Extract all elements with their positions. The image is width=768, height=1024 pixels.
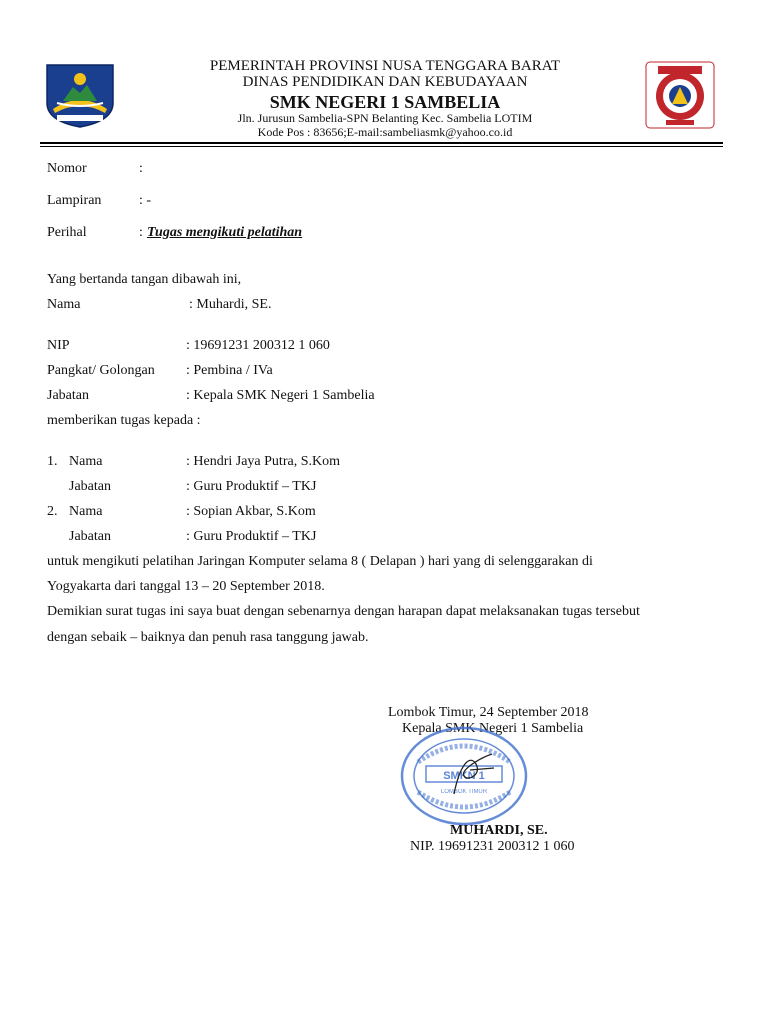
- ntb-province-logo: [43, 61, 117, 129]
- header-department: DINAS PENDIDIKAN DAN KEBUDAYAAN: [242, 74, 528, 90]
- signature-nip: NIP. 19691231 200312 1 060: [410, 839, 575, 854]
- paragraph-line-3: Demikian surat tugas ini saya buat dengan sebenarnya dengan harapan dapat melaksanakan tugas tersebut: [47, 604, 640, 619]
- assignee-2-number: 2.: [47, 504, 58, 519]
- lampiran-value: : -: [139, 193, 152, 208]
- header-school-name: SMK NEGERI 1 SAMBELIA: [269, 92, 501, 112]
- assignee-1-jabatan-label: Jabatan: [69, 479, 111, 494]
- assign-text: memberikan tugas kepada :: [47, 413, 201, 428]
- signer-nama-label: Nama: [47, 297, 81, 312]
- assignee-1-nama-value: : Hendri Jaya Putra, S.Kom: [186, 454, 340, 469]
- assignee-2-jabatan-label: Jabatan: [69, 529, 111, 544]
- paragraph-line-1: untuk mengikuti pelatihan Jaringan Komputer selama 8 ( Delapan ) hari yang di selenggarakan di: [47, 554, 593, 569]
- assignee-1-number: 1.: [47, 454, 58, 469]
- smk-school-logo: [644, 60, 716, 130]
- header-address: Jln. Jurusun Sambelia-SPN Belanting Kec. Sambelia LOTIM: [237, 111, 533, 125]
- signer-pangkat-value: : Pembina / IVa: [186, 363, 273, 378]
- header-government: PEMERINTAH PROVINSI NUSA TENGGARA BARAT: [209, 58, 561, 74]
- signer-nama-value: : Muhardi, SE.: [189, 297, 272, 312]
- header-divider-thin: [40, 146, 723, 147]
- nomor-label: Nomor: [47, 161, 87, 176]
- signer-jabatan-label: Jabatan: [47, 388, 89, 403]
- header-contact: Kode Pos : 83656;E-mail:sambeliasmk@yahoo.co.id: [257, 125, 513, 139]
- official-stamp: [398, 724, 530, 828]
- assignee-2-nama-label: Nama: [69, 504, 103, 519]
- paragraph-line-4: dengan sebaik – baiknya dan penuh rasa tanggung jawab.: [47, 630, 369, 645]
- perihal-colon: :: [139, 225, 143, 240]
- assignee-2-nama-value: : Sopian Akbar, S.Kom: [186, 504, 316, 519]
- paragraph-line-2: Yogyakarta dari tanggal 13 – 20 September 2018.: [47, 579, 325, 594]
- signer-nip-value: : 19691231 200312 1 060: [186, 338, 330, 353]
- assignee-1-jabatan-value: : Guru Produktif – TKJ: [186, 479, 317, 494]
- stamp-center-text: SMKN 1: [443, 770, 485, 782]
- header-divider-thick: [40, 142, 723, 144]
- signer-nip-label: NIP: [47, 338, 70, 353]
- nomor-value: :: [139, 161, 143, 176]
- assignee-1-nama-label: Nama: [69, 454, 103, 469]
- stamp-sub-text: LOMBOK TIMUR: [440, 789, 488, 795]
- signature-title: Kepala SMK Negeri 1 Sambelia: [402, 721, 584, 736]
- perihal-value: Tugas mengikuti pelatihan: [147, 225, 303, 240]
- perihal-label: Perihal: [47, 225, 87, 240]
- signer-jabatan-value: : Kepala SMK Negeri 1 Sambelia: [186, 388, 375, 403]
- lampiran-label: Lampiran: [47, 193, 102, 208]
- assignee-2-jabatan-value: : Guru Produktif – TKJ: [186, 529, 317, 544]
- intro-text: Yang bertanda tangan dibawah ini,: [47, 272, 242, 287]
- signature-place-date: Lombok Timur, 24 September 2018: [388, 705, 589, 720]
- signature-name: MUHARDI, SE.: [450, 823, 548, 838]
- signer-pangkat-label: Pangkat/ Golongan: [47, 363, 155, 378]
